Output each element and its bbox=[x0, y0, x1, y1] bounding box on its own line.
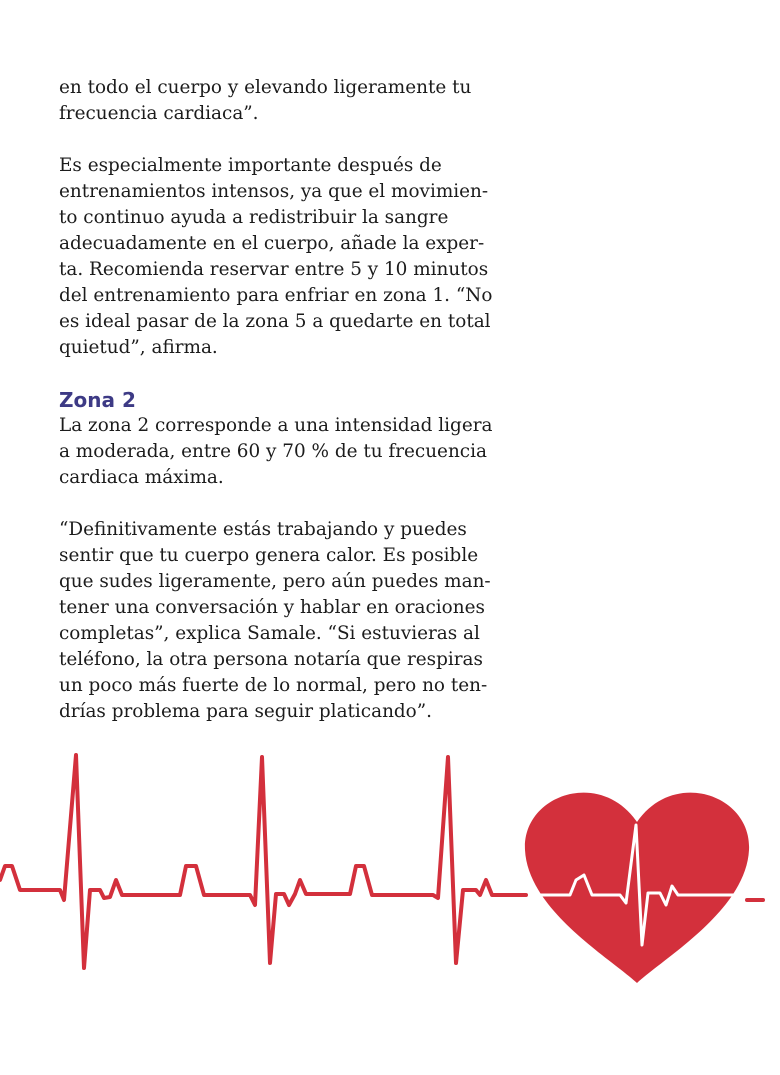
ecg-line bbox=[0, 755, 526, 968]
body-paragraph-1: en todo el cuerpo y elevando ligeramente tu frecuencia cardiaca”. bbox=[59, 77, 472, 124]
heart-shape bbox=[525, 793, 749, 983]
article-text bbox=[59, 75, 499, 725]
body-paragraph-3: La zona 2 corresponde a una intensidad ligera a moderada, entre 60 y 70 % de tu frecuencia cardiaca máxima. bbox=[59, 415, 493, 488]
body-paragraph-4: “Definitivamente estás trabajando y puedes sentir que tu cuerpo genera calor. Es posible que sudes ligeramente, pero aún puedes man- tener una conversación y hablar en oraciones completas”, explica Samale. “Si estuvieras al teléfono, la otra persona notaría que respiras un poco más fuerte de lo normal, pero no ten- drías problema para seguir platicando”. bbox=[59, 519, 491, 722]
section-heading-zone-2: Zona 2 bbox=[59, 388, 136, 412]
heartbeat-heart-icon bbox=[0, 740, 780, 1000]
body-paragraph-2: Es especialmente importante después de entrenamientos intensos, ya que el movimien- to continuo ayuda a redistribuir la sangre adecuadamente en el cuerpo, añade la exper- ta. Recomienda reservar entre 5 y 10 minutos del entrenamiento para enfriar en zona 1. “No es ideal pasar de la zona 5 a quedarte en total quietud”, afirma. bbox=[59, 155, 493, 358]
